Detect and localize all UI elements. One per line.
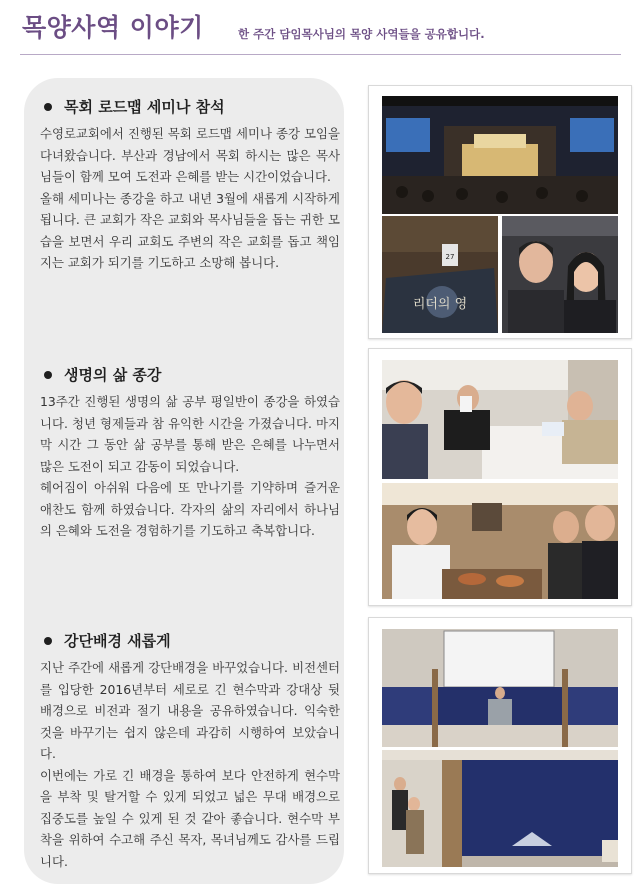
section-paragraph: 수영로교회에서 진행된 목회 로드맵 세미나 종강 모임을 다녀왔습니다. 부산과 경남에서 목회 하시는 많은 목사님들이 함께 모여 도전과 은혜를 받는 시간이었습니다. <box>40 126 340 184</box>
page-title: 목양사역 이야기 <box>22 13 204 42</box>
section-stage-background <box>40 630 340 872</box>
section-paragraph: 이번에는 가로 긴 배경을 통하여 보다 안전하게 현수막을 부착 및 탈거할 수 있게 되었고 넓은 무대 배경으로 집중도를 높일 수 있게 된 것 같아 좋습니다. 현수막 부착을 위하여 수고해 주신 목자, 목녀님께도 감사를 드립니다. <box>40 767 340 869</box>
photo-seminar-hall <box>382 96 618 214</box>
photo-seminar-selfie <box>502 216 618 333</box>
section-heading <box>40 630 340 651</box>
header-divider <box>20 54 621 55</box>
bullet-icon <box>44 371 52 379</box>
section-paragraph: 헤어짐이 아쉬워 다음에 또 만나기를 기약하며 즐거운 애찬도 함께 하였습니다. 각자의 삶의 자리에서 하나님의 은혜와 도전을 경험하기를 기도하고 축복합니다. <box>40 480 340 538</box>
section-roadmap-seminar <box>40 96 340 274</box>
bullet-icon <box>44 103 52 111</box>
photo-study-group <box>382 360 618 479</box>
page-header <box>0 0 641 56</box>
photo-stage-front <box>382 629 618 747</box>
photo-stage-install <box>382 750 618 867</box>
section-title: 생명의 삶 종강 <box>64 366 162 384</box>
section-heading <box>40 364 340 385</box>
photo-collage-seminar <box>368 85 632 339</box>
photo-study-meal <box>382 483 618 599</box>
section-heading <box>40 96 340 117</box>
section-paragraph: 올해 세미나는 종강을 하고 내년 3월에 새롭게 시작하게 됩니다. 큰 교회가 작은 교회와 목사님들을 돕는 귀한 모습을 보면서 우리 교회도 주변의 작은 교회를 돕고 책임지는 교회가 되기를 기도하고 소망해 봅니다. <box>40 190 340 270</box>
table-number-card: 27 <box>445 253 455 261</box>
bullet-icon <box>44 637 52 645</box>
section-title: 목회 로드맵 세미나 참석 <box>64 98 225 116</box>
photo-collage-stage <box>368 617 632 874</box>
book-cover-title: 리더의 영 <box>412 297 468 312</box>
photo-seminar-book <box>382 216 498 333</box>
section-paragraph: 13주간 진행된 생명의 삶 공부 평일반이 종강을 하였습니다. 청년 형제들과 참 유익한 시간을 가졌습니다. 마지막 시간 그 동안 삶 공부를 통해 받은 은혜를 나누면서 많은 도전이 되고 감동이 되었습니다. <box>40 394 340 474</box>
section-life-study <box>40 364 340 542</box>
page-subtitle: 한 주간 담임목사님의 목양 사역들을 공유합니다. <box>238 27 485 41</box>
photo-collage-study <box>368 348 632 606</box>
section-paragraph: 지난 주간에 새롭게 강단배경을 바꾸었습니다. 비전센터를 입당한 2016년부터 세로로 긴 현수막과 강대상 뒷 배경으로 비전과 절기 내용을 공유하였습니다. 익숙한 것을 바꾸기는 쉽지 않은데 과감히 시행하여 보았습니다. <box>40 660 340 761</box>
section-title: 강단배경 새롭게 <box>64 632 171 650</box>
